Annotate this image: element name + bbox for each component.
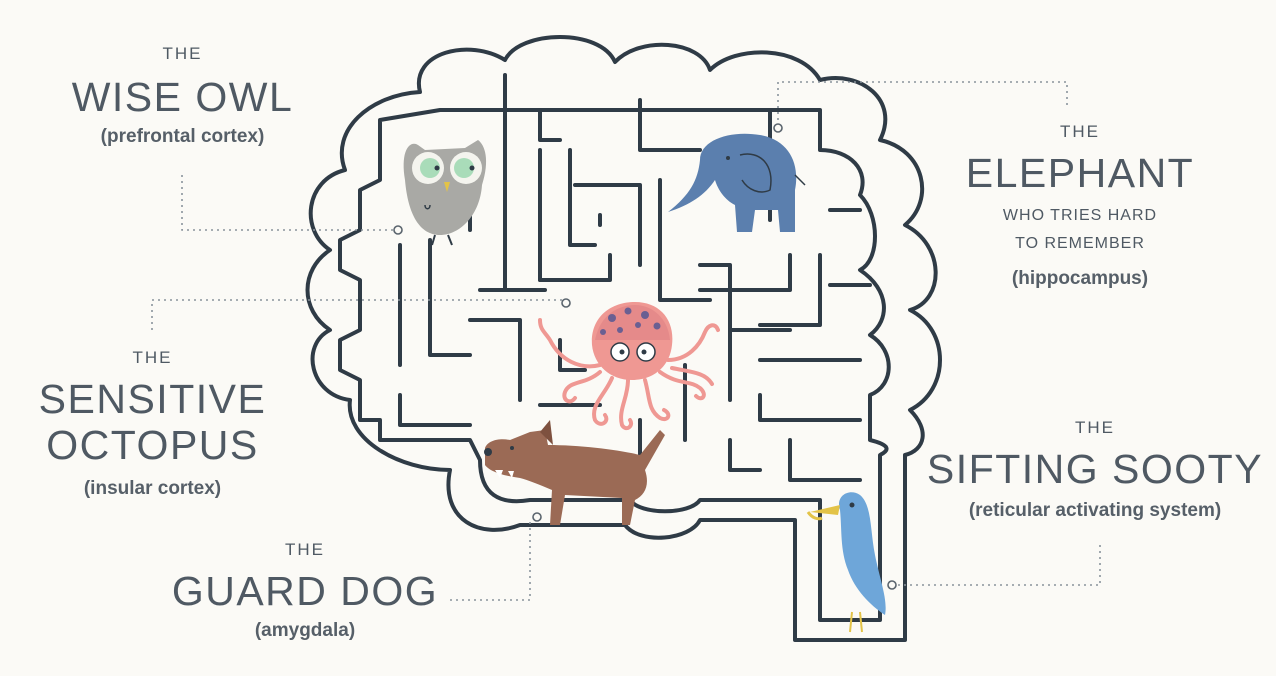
label-wise-owl [40, 44, 325, 148]
octopus-illustration [540, 302, 718, 428]
dog-name: GUARD DOG [171, 568, 439, 614]
elephant-scientific-name: (hippocampus) [1011, 268, 1149, 289]
sooty-name: SIFTING SOOTY [926, 446, 1264, 492]
elephant-the: THE [1060, 122, 1100, 141]
elephant-line2: TO REMEMBER [1015, 235, 1145, 252]
owl-illustration [404, 140, 486, 245]
octopus-the: THE [132, 348, 173, 367]
label-octopus [15, 348, 290, 500]
octopus-name-line1: SENSITIVE [38, 376, 267, 422]
maze-walls [400, 75, 870, 480]
octopus-scientific-name: (insular cortex) [83, 478, 222, 499]
dog-illustration [484, 420, 665, 525]
octopus-name-line2: OCTOPUS [46, 422, 259, 468]
label-sifting-sooty [920, 418, 1270, 522]
owl-the: THE [162, 44, 203, 63]
label-elephant [920, 122, 1240, 290]
sooty-the: THE [1075, 418, 1115, 437]
owl-name: WISE OWL [71, 74, 294, 120]
owl-scientific-name: (prefrontal cortex) [100, 126, 265, 147]
elephant-name: ELEPHANT [965, 150, 1195, 196]
label-guard-dog [160, 540, 450, 642]
dog-scientific-name: (amygdala) [254, 620, 356, 641]
dog-the: THE [285, 540, 325, 559]
sooty-scientific-name: (reticular activating system) [968, 500, 1222, 521]
elephant-line1: WHO TRIES HARD [1002, 207, 1158, 224]
